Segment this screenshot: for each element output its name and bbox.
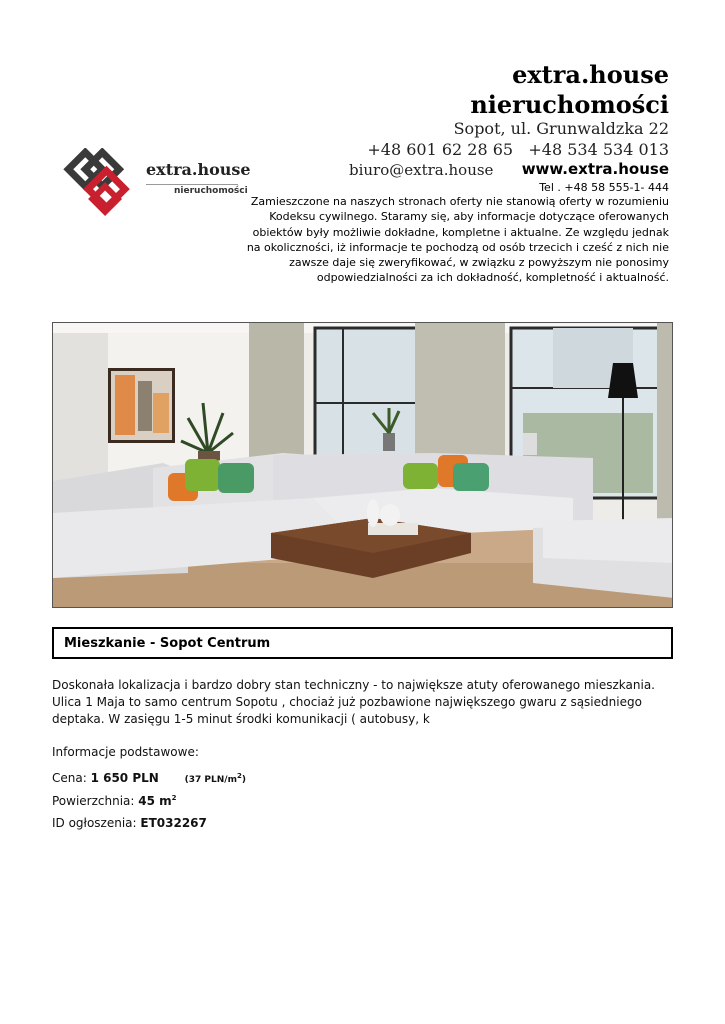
area-value: 45 $m^2$ (138, 794, 177, 808)
price-row (52, 771, 246, 785)
company-name (470, 60, 669, 120)
id-label: ID ogłoszenia: (52, 816, 141, 830)
logo-mark-icon (54, 148, 144, 216)
id-row (52, 816, 207, 830)
area-label: Powierzchnia: (52, 794, 139, 808)
logo-divider (146, 184, 238, 185)
company-address: Sopot, ul. Grunwaldzka 22 (453, 119, 669, 138)
company-phones: +48 601 62 28 65 +48 534 534 013 (367, 140, 669, 159)
property-photo (52, 322, 673, 608)
listing-title-box (52, 627, 673, 659)
company-email[interactable]: biuro@extra.house (349, 161, 494, 179)
listing-title: Mieszkanie - Sopot Centrum (64, 635, 271, 651)
id-value: ET032267 (140, 816, 207, 830)
company-name-line1: extra.house (512, 60, 669, 89)
price-label: Cena: (52, 771, 91, 785)
price-value: 1 650 PLN (90, 771, 159, 785)
logo-name: extra.house (146, 160, 251, 179)
logo-subtitle: nieruchomości (174, 186, 248, 196)
listing-description: Doskonała lokalizacja i bardzo dobry stan techniczny - to największe atuty oferowanego mieszkania. Ulica 1 Maja to samo centrum Sopotu , chociaż już pozbawione największego gwaru z sąsiedniego deptaka. W zasięgu 1-5 minut środki komunikacji ( autobusy, k (52, 678, 655, 726)
company-logo (54, 148, 251, 216)
price-per-m2: (37 PLN/$m^2$) (184, 772, 246, 785)
info-heading: Informacje podstawowe: (52, 745, 199, 759)
company-tel: Tel . +48 58 555-1- 444 (539, 181, 669, 194)
area-row (52, 794, 177, 808)
company-name-line2: nieruchomości (470, 90, 669, 119)
company-website[interactable]: www.extra.house (521, 160, 669, 178)
disclaimer-text: Zamieszczone na naszych stronach oferty nie stanowią oferty w rozumieniu Kodeksu cywilnego. Staramy się, aby informacje dotyczące oferowanych obiektów były możliwie dokładne, kompletne i aktualne. Ze względu jednak na okoliczności, iż informacje te pochodzą od osób trzecich i cześć z nich nie zawsze daje się zweryfikować, w związku z powyższym nie ponosimy odpowiedzialności za ich dokładność, kompletność i aktualność. (246, 195, 669, 285)
